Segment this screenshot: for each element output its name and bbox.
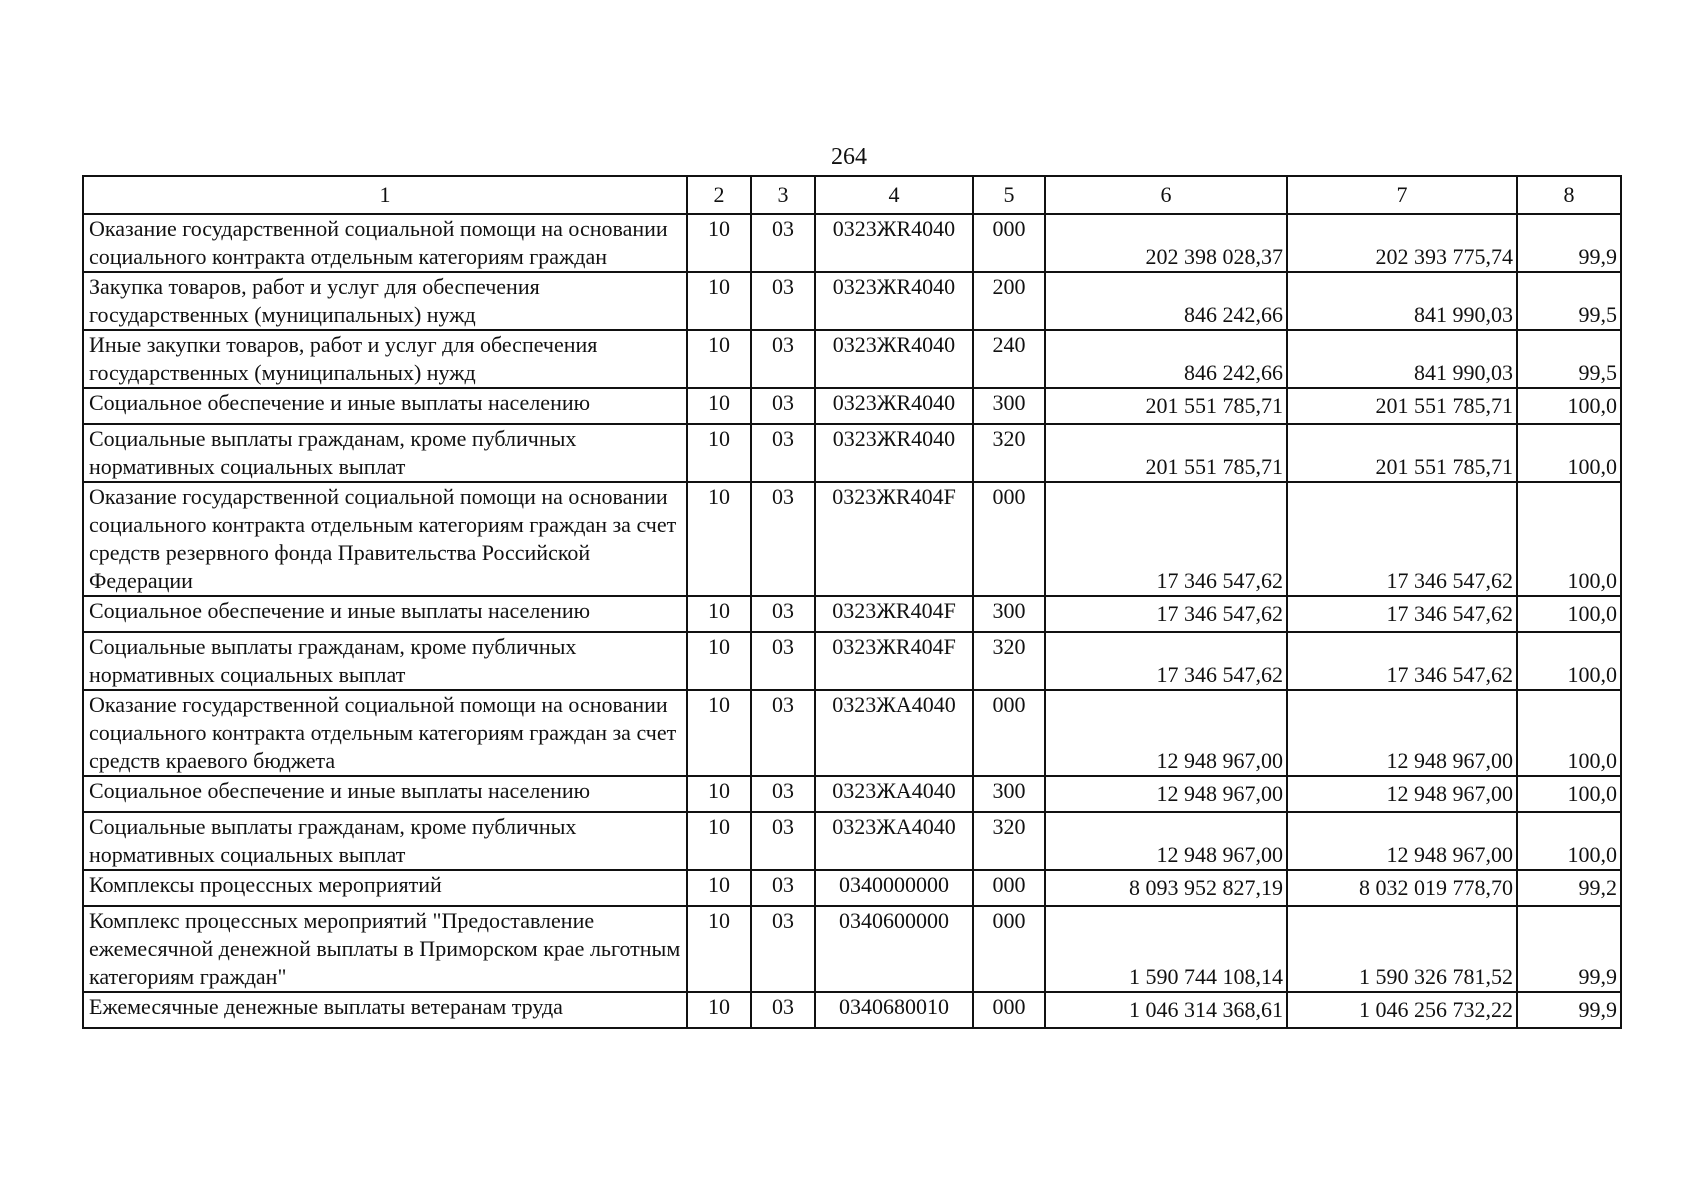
row-percent: 99,9 <box>1517 992 1621 1028</box>
row-target-code: 0323ЖR4040 <box>815 330 973 388</box>
row-expense-type: 000 <box>973 870 1045 906</box>
budget-execution-table <box>82 175 1622 1029</box>
table-row <box>83 482 1621 596</box>
row-section: 10 <box>687 776 751 812</box>
row-name: Комплексы процессных мероприятий <box>83 870 687 906</box>
row-actual-amount: 841 990,03 <box>1287 330 1517 388</box>
row-name: Оказание государственной социальной помощи на основании социального контракта отдельным категориям граждан <box>83 214 687 272</box>
row-subsection: 03 <box>751 388 815 424</box>
row-plan-amount: 1 590 744 108,14 <box>1045 906 1287 992</box>
row-subsection: 03 <box>751 482 815 596</box>
row-section: 10 <box>687 812 751 870</box>
table-row <box>83 812 1621 870</box>
row-section: 10 <box>687 870 751 906</box>
row-actual-amount: 12 948 967,00 <box>1287 812 1517 870</box>
table-row <box>83 870 1621 906</box>
row-section: 10 <box>687 424 751 482</box>
row-actual-amount: 1 046 256 732,22 <box>1287 992 1517 1028</box>
row-section: 10 <box>687 992 751 1028</box>
table-row <box>83 906 1621 992</box>
row-subsection: 03 <box>751 632 815 690</box>
row-expense-type: 000 <box>973 906 1045 992</box>
row-percent: 100,0 <box>1517 388 1621 424</box>
row-name: Закупка товаров, работ и услуг для обеспечения государственных (муниципальных) нужд <box>83 272 687 330</box>
row-expense-type: 000 <box>973 214 1045 272</box>
row-subsection: 03 <box>751 870 815 906</box>
row-name: Иные закупки товаров, работ и услуг для обеспечения государственных (муниципальных) нужд <box>83 330 687 388</box>
row-target-code: 0323ЖR4040 <box>815 214 973 272</box>
column-header: 5 <box>973 176 1045 214</box>
column-header: 3 <box>751 176 815 214</box>
table-row <box>83 330 1621 388</box>
row-percent: 100,0 <box>1517 690 1621 776</box>
table-row <box>83 690 1621 776</box>
table-row <box>83 388 1621 424</box>
row-plan-amount: 17 346 547,62 <box>1045 596 1287 632</box>
row-target-code: 0323ЖА4040 <box>815 776 973 812</box>
row-target-code: 0323ЖА4040 <box>815 690 973 776</box>
row-expense-type: 300 <box>973 776 1045 812</box>
row-name: Социальное обеспечение и иные выплаты населению <box>83 776 687 812</box>
row-percent: 99,9 <box>1517 214 1621 272</box>
row-actual-amount: 17 346 547,62 <box>1287 632 1517 690</box>
row-percent: 100,0 <box>1517 482 1621 596</box>
row-target-code: 0323ЖА4040 <box>815 812 973 870</box>
row-target-code: 0340680010 <box>815 992 973 1028</box>
row-percent: 99,9 <box>1517 906 1621 992</box>
row-plan-amount: 201 551 785,71 <box>1045 388 1287 424</box>
row-expense-type: 000 <box>973 482 1045 596</box>
row-expense-type: 320 <box>973 424 1045 482</box>
column-header: 8 <box>1517 176 1621 214</box>
row-actual-amount: 1 590 326 781,52 <box>1287 906 1517 992</box>
column-header: 1 <box>83 176 687 214</box>
column-number-row <box>83 176 1621 214</box>
table-row <box>83 776 1621 812</box>
row-percent: 99,2 <box>1517 870 1621 906</box>
page-number: 264 <box>831 144 867 170</box>
row-expense-type: 240 <box>973 330 1045 388</box>
row-section: 10 <box>687 214 751 272</box>
row-subsection: 03 <box>751 812 815 870</box>
row-expense-type: 200 <box>973 272 1045 330</box>
row-plan-amount: 201 551 785,71 <box>1045 424 1287 482</box>
row-plan-amount: 846 242,66 <box>1045 330 1287 388</box>
table-row <box>83 424 1621 482</box>
row-expense-type: 300 <box>973 388 1045 424</box>
row-percent: 100,0 <box>1517 812 1621 870</box>
row-subsection: 03 <box>751 272 815 330</box>
row-name: Социальные выплаты гражданам, кроме публичных нормативных социальных выплат <box>83 424 687 482</box>
row-plan-amount: 17 346 547,62 <box>1045 482 1287 596</box>
row-target-code: 0323ЖR404F <box>815 596 973 632</box>
row-section: 10 <box>687 330 751 388</box>
row-percent: 100,0 <box>1517 424 1621 482</box>
row-percent: 100,0 <box>1517 776 1621 812</box>
table-body <box>83 214 1621 1028</box>
row-actual-amount: 12 948 967,00 <box>1287 776 1517 812</box>
column-header: 2 <box>687 176 751 214</box>
column-header: 6 <box>1045 176 1287 214</box>
row-target-code: 0323ЖR404F <box>815 632 973 690</box>
row-name: Оказание государственной социальной помощи на основании социального контракта отдельным категориям граждан за счет средств краевого бюджета <box>83 690 687 776</box>
row-name: Ежемесячные денежные выплаты ветеранам труда <box>83 992 687 1028</box>
row-subsection: 03 <box>751 690 815 776</box>
row-subsection: 03 <box>751 214 815 272</box>
table-row <box>83 632 1621 690</box>
row-target-code: 0323ЖR4040 <box>815 388 973 424</box>
row-expense-type: 320 <box>973 812 1045 870</box>
row-plan-amount: 12 948 967,00 <box>1045 776 1287 812</box>
row-target-code: 0340600000 <box>815 906 973 992</box>
row-name: Комплекс процессных мероприятий "Предоставление ежемесячной денежной выплаты в Приморском крае льготным категориям граждан" <box>83 906 687 992</box>
table-row <box>83 214 1621 272</box>
row-actual-amount: 202 393 775,74 <box>1287 214 1517 272</box>
row-section: 10 <box>687 632 751 690</box>
row-name: Социальные выплаты гражданам, кроме публичных нормативных социальных выплат <box>83 632 687 690</box>
row-actual-amount: 12 948 967,00 <box>1287 690 1517 776</box>
row-target-code: 0323ЖR4040 <box>815 424 973 482</box>
row-actual-amount: 201 551 785,71 <box>1287 424 1517 482</box>
column-header: 4 <box>815 176 973 214</box>
row-subsection: 03 <box>751 330 815 388</box>
row-expense-type: 000 <box>973 992 1045 1028</box>
row-subsection: 03 <box>751 424 815 482</box>
row-target-code: 0323ЖR404F <box>815 482 973 596</box>
row-name: Социальное обеспечение и иные выплаты населению <box>83 596 687 632</box>
row-plan-amount: 846 242,66 <box>1045 272 1287 330</box>
row-percent: 100,0 <box>1517 596 1621 632</box>
row-name: Социальные выплаты гражданам, кроме публичных нормативных социальных выплат <box>83 812 687 870</box>
row-percent: 99,5 <box>1517 330 1621 388</box>
row-plan-amount: 8 093 952 827,19 <box>1045 870 1287 906</box>
table-row <box>83 596 1621 632</box>
row-actual-amount: 8 032 019 778,70 <box>1287 870 1517 906</box>
row-plan-amount: 17 346 547,62 <box>1045 632 1287 690</box>
row-plan-amount: 202 398 028,37 <box>1045 214 1287 272</box>
row-plan-amount: 12 948 967,00 <box>1045 812 1287 870</box>
row-subsection: 03 <box>751 992 815 1028</box>
table-row <box>83 272 1621 330</box>
row-expense-type: 320 <box>973 632 1045 690</box>
table-row <box>83 992 1621 1028</box>
row-section: 10 <box>687 388 751 424</box>
row-target-code: 0340000000 <box>815 870 973 906</box>
row-expense-type: 000 <box>973 690 1045 776</box>
row-plan-amount: 1 046 314 368,61 <box>1045 992 1287 1028</box>
row-percent: 99,5 <box>1517 272 1621 330</box>
row-name: Социальное обеспечение и иные выплаты населению <box>83 388 687 424</box>
row-actual-amount: 17 346 547,62 <box>1287 482 1517 596</box>
row-section: 10 <box>687 906 751 992</box>
row-actual-amount: 201 551 785,71 <box>1287 388 1517 424</box>
column-header: 7 <box>1287 176 1517 214</box>
row-percent: 100,0 <box>1517 632 1621 690</box>
row-name: Оказание государственной социальной помощи на основании социального контракта отдельным категориям граждан за счет средств резервного фонда Правительства Российской Федерации <box>83 482 687 596</box>
row-section: 10 <box>687 596 751 632</box>
row-subsection: 03 <box>751 776 815 812</box>
row-section: 10 <box>687 482 751 596</box>
row-actual-amount: 841 990,03 <box>1287 272 1517 330</box>
row-actual-amount: 17 346 547,62 <box>1287 596 1517 632</box>
row-target-code: 0323ЖR4040 <box>815 272 973 330</box>
row-plan-amount: 12 948 967,00 <box>1045 690 1287 776</box>
row-section: 10 <box>687 272 751 330</box>
row-section: 10 <box>687 690 751 776</box>
row-subsection: 03 <box>751 596 815 632</box>
row-expense-type: 300 <box>973 596 1045 632</box>
row-subsection: 03 <box>751 906 815 992</box>
